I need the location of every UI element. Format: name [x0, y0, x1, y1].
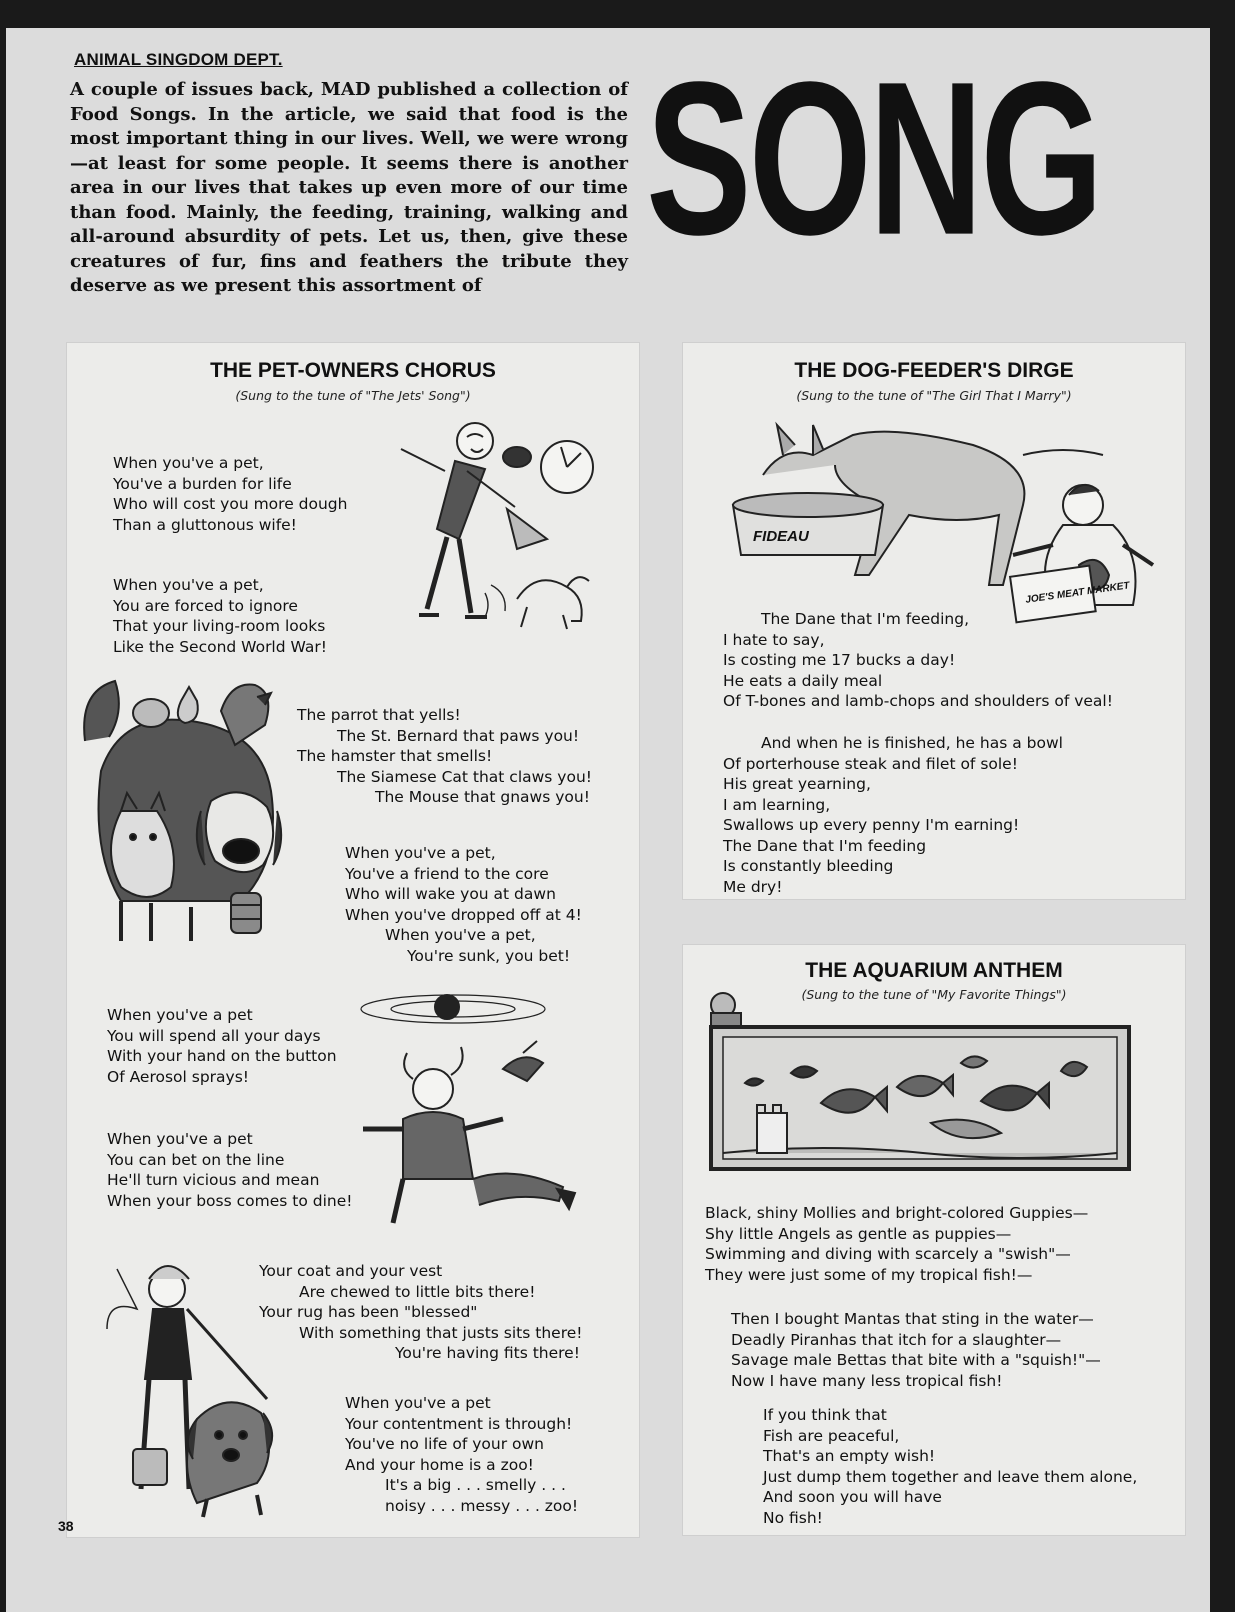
- lyric-line: With something that justs sits there!: [299, 1323, 583, 1342]
- lyric-line: I hate to say,: [723, 630, 825, 649]
- man-and-dog-illustration: [367, 409, 611, 641]
- woman-with-mop-and-dog-illustration: [97, 1249, 287, 1523]
- stanza-6: [107, 1129, 352, 1211]
- lyric-line: Of porterhouse steak and filet of sole!: [723, 754, 1018, 773]
- aquarium-anthem-panel: [682, 944, 1186, 1536]
- lyric-line: Shy little Angels as gentle as puppies—: [705, 1224, 1012, 1243]
- great-dane-and-man-illustration: [723, 415, 1163, 625]
- lyric-line: When you've a pet: [107, 1006, 253, 1024]
- lyric-line: You've a friend to the core: [345, 864, 549, 883]
- department-heading: ANIMAL SINGDOM DEPT.: [74, 50, 283, 69]
- lyric-line: Deadly Piranhas that itch for a slaughter—: [731, 1330, 1062, 1349]
- stanza-2: [723, 733, 1063, 897]
- lyric-line: That's an empty wish!: [763, 1447, 936, 1465]
- stanza-8: [345, 1393, 578, 1516]
- stanza-2: [731, 1309, 1101, 1391]
- stanza-1: [705, 1203, 1088, 1285]
- lyric-line: When you've dropped off at 4!: [345, 905, 582, 924]
- lyric-line: Swimming and diving with scarcely a "swish"—: [705, 1245, 1071, 1263]
- lyric-line: When you've a pet,: [345, 844, 496, 862]
- lyric-line: The Mouse that gnaws you!: [375, 788, 590, 806]
- lyric-line: The hamster that smells!: [297, 747, 493, 765]
- lyric-line: You're sunk, you bet!: [407, 946, 571, 965]
- lyric-line: Who will wake you at dawn: [345, 885, 556, 903]
- lyric-line: Are chewed to little bits there!: [299, 1282, 536, 1301]
- lyric-line: When your boss comes to dine!: [107, 1191, 353, 1210]
- stanza-1: [723, 609, 1113, 712]
- song-tune: (Sung to the tune of "The Girl That I Marry"): [796, 388, 1072, 403]
- meat-box-label: JOE'S MEAT MARKET: [1024, 580, 1131, 606]
- lyric-line: He eats a daily meal: [723, 671, 883, 690]
- lyric-line: I am learning,: [723, 795, 831, 814]
- lyric-line: Black, shiny Mollies and bright-colored Guppies—: [705, 1204, 1089, 1222]
- lyric-line: You're having fits there!: [395, 1344, 580, 1362]
- lyric-line: Swallows up every penny I'm earning!: [723, 816, 1020, 834]
- lyric-line: When you've a pet: [107, 1130, 253, 1148]
- lyric-line: When you've a pet: [345, 1394, 491, 1412]
- stanza-7: [259, 1261, 582, 1364]
- song-title: THE PET-OWNERS CHORUS: [210, 359, 496, 382]
- pet-owners-chorus-panel: [66, 342, 640, 1538]
- lyric-line: Of Aerosol sprays!: [107, 1067, 250, 1086]
- lyric-line: They were just some of my tropical fish!—: [705, 1265, 1033, 1284]
- lyric-line: The St. Bernard that paws you!: [337, 726, 580, 745]
- lyric-line: Like the Second World War!: [113, 637, 327, 656]
- stanza-5: [107, 1005, 337, 1087]
- lyric-line: Who will cost you more dough: [113, 495, 348, 513]
- stanza-3: [297, 705, 592, 808]
- lyric-line: No fish!: [763, 1508, 823, 1527]
- lyric-line: He'll turn vicious and mean: [107, 1171, 320, 1189]
- lyric-line: Now I have many less tropical fish!: [731, 1371, 1003, 1390]
- stanza-4: [345, 843, 582, 966]
- st-bernard-and-pets-illustration: [81, 661, 295, 949]
- lyric-line: Savage male Bettas that bite with a "squish!"—: [731, 1351, 1101, 1369]
- lyric-line: You will spend all your days: [107, 1026, 321, 1045]
- man-with-aerosol-illustration: [343, 979, 613, 1229]
- lyric-line: Fish are peaceful,: [763, 1426, 900, 1445]
- bowl-label: FIDEAU: [753, 528, 809, 545]
- lyric-line: You can bet on the line: [107, 1150, 285, 1169]
- lyric-line: It's a big . . . smelly . . .: [385, 1476, 566, 1494]
- magazine-page: [6, 28, 1210, 1612]
- aquarium-tank-illustration: [701, 983, 1131, 1173]
- lyric-line: The parrot that yells!: [297, 706, 461, 724]
- lyric-line: And soon you will have: [763, 1488, 942, 1506]
- lyric-line: Just dump them together and leave them alone,: [763, 1467, 1138, 1486]
- intro-paragraph: A couple of issues back, MAD published a collection of Food Songs. In the article, we said that food is the most important thing in our lives. Well, we were wrong—at least for some people. It seems there is another area in our lives that takes up even more of our time than food. Mainly, the feeding, training, walking and all-around absurdity of pets. Let us, then, give these creatures of fur, fins and feathers the tribute they deserve as we present this assortment of: [70, 79, 628, 296]
- page-number: 38: [58, 1518, 74, 1534]
- song-tune: (Sung to the tune of "The Jets' Song"): [235, 388, 471, 403]
- lyric-line: You've a burden for life: [113, 474, 292, 493]
- lyric-line: Me dry!: [723, 877, 783, 896]
- lyric-line: His great yearning,: [723, 775, 871, 793]
- lyric-line: Of T-bones and lamb-chops and shoulders of veal!: [723, 692, 1113, 710]
- lyric-line: That your living-room looks: [113, 617, 326, 635]
- lyric-line: Your contentment is through!: [345, 1414, 573, 1433]
- song-title: THE DOG-FEEDER'S DIRGE: [794, 359, 1074, 382]
- lyric-line: When you've a pet,: [113, 454, 264, 472]
- lyric-line: When you've a pet,: [385, 926, 536, 944]
- lyric-line: Then I bought Mantas that sting in the water—: [731, 1310, 1094, 1328]
- lyric-line: When you've a pet,: [113, 576, 264, 594]
- lyric-line: And your home is a zoo!: [345, 1455, 534, 1474]
- lyric-line: If you think that: [763, 1406, 887, 1424]
- lyric-line: You are forced to ignore: [113, 596, 298, 615]
- lyric-line: Is costing me 17 bucks a day!: [723, 651, 956, 669]
- lyric-line: Your coat and your vest: [259, 1262, 443, 1280]
- lyric-line: noisy . . . messy . . . zoo!: [385, 1496, 579, 1515]
- big-title: SONG: [646, 36, 1101, 281]
- lyric-line: The Siamese Cat that claws you!: [337, 767, 593, 786]
- lyric-line: And when he is finished, he has a bowl: [761, 734, 1063, 752]
- dog-feeders-dirge-panel: [682, 342, 1186, 900]
- lyric-line: The Dane that I'm feeding: [723, 836, 927, 855]
- lyric-line: You've no life of your own: [345, 1435, 545, 1453]
- lyric-line: Than a gluttonous wife!: [113, 515, 297, 534]
- stanza-2: [113, 575, 327, 657]
- lyric-line: Your rug has been "blessed": [259, 1303, 478, 1321]
- stanza-3: [763, 1405, 1137, 1528]
- stanza-1: [113, 453, 347, 535]
- song-title: THE AQUARIUM ANTHEM: [805, 959, 1063, 982]
- song-tune: (Sung to the tune of "My Favorite Things"): [801, 987, 1067, 1002]
- lyric-line: The Dane that I'm feeding,: [761, 610, 970, 628]
- lyric-line: With your hand on the button: [107, 1047, 337, 1065]
- lyric-line: Is constantly bleeding: [723, 857, 894, 875]
